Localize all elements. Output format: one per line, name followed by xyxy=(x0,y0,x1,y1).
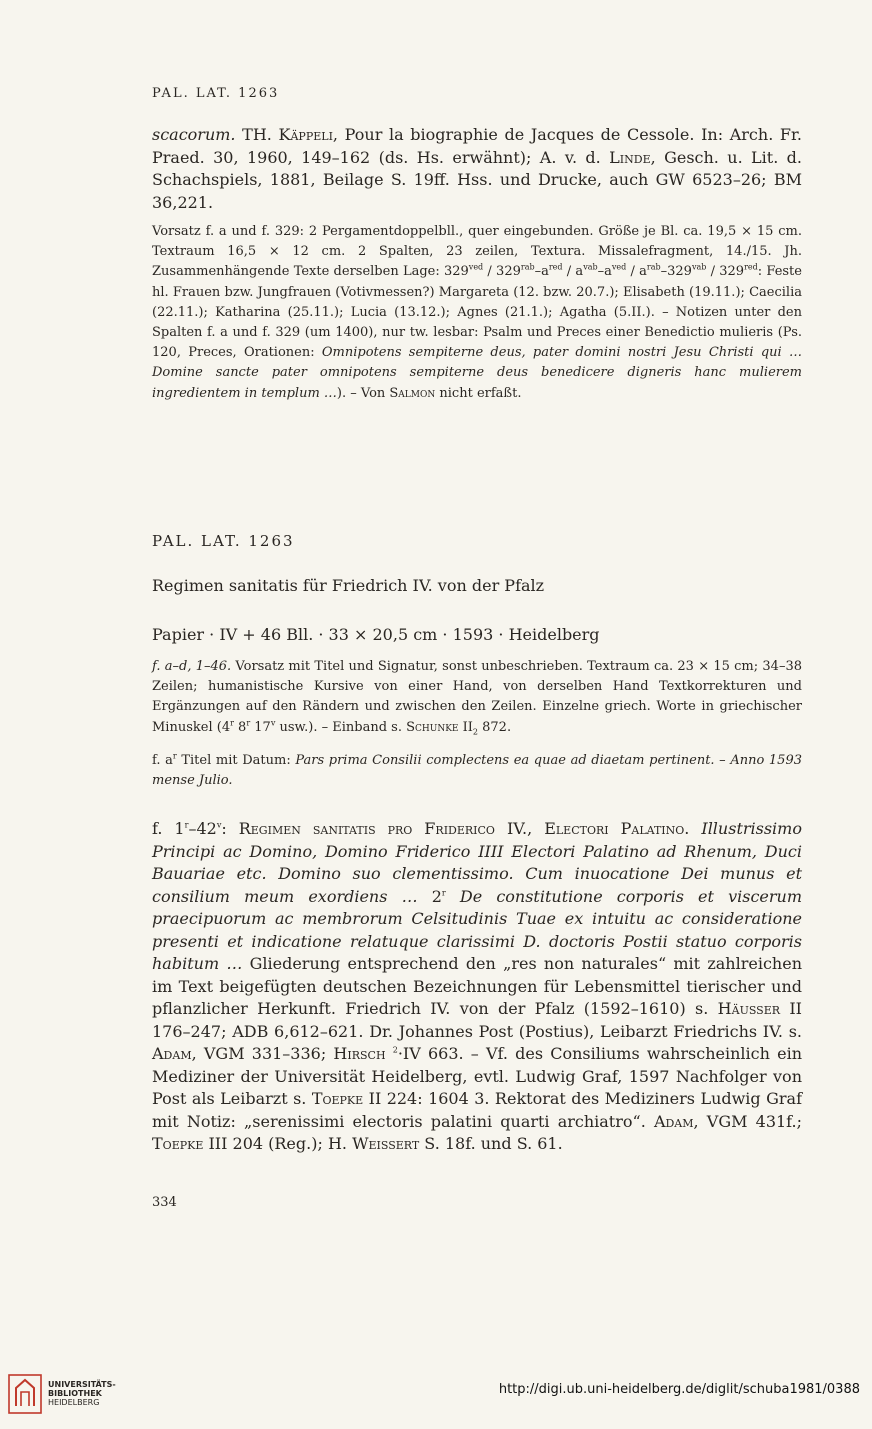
entry-collation: Papier · IV + 46 Bll. · 33 × 20,5 cm · 1593 · Heidelberg xyxy=(152,625,600,644)
entry-title-leaf-note: f. $a^r$ Titel mit Datum: Pars prima Consilii complectens ea quae ad diaetam pertinent. – Anno 1593 mense Julio. xyxy=(152,751,802,789)
entry-title: Regimen sanitatis für Friedrich IV. von der Pfalz xyxy=(152,576,545,595)
entry-shelfmark: PAL. LAT. 1263 xyxy=(152,532,295,550)
source-url-link[interactable]: http://digi.ub.uni-heidelberg.de/diglit/schuba1981/0388 xyxy=(498,1382,860,1397)
previous-entry-bibliography: scacorum. TH. Käppeli, Pour la biographie de Jacques de Cessole. In: Arch. Fr. Praed. 30, 1960, 149–162 (ds. Hs. erwähnt); A. v. d. Linde, Gesch. u. Lit. d. Schachspiels, 1881, Beilage S. 19ff. Hss. und Drucke, auch GW 6523–26; BM 36,221. xyxy=(152,125,803,212)
entry-physical-description: f. a–d, 1–46. Vorsatz mit Titel und Signatur, sonst unbeschrieben. Textraum ca. 23 × 15 cm; 34–38 Zeilen; humanistische Kursive von einer Hand, von derselben Hand Textkorrekturen und Ergänzungen auf den Rändern und zwischen den Zeilen. Einzelne griech. Worte in griechischer Minuskel (4$^r$ 8$^r$ 17$^v$ usw.). – Einband s. Schunke $II_2$ 872. xyxy=(152,659,802,737)
library-logo-icon xyxy=(8,1374,42,1414)
previous-entry-flyleaf-note: Vorsatz f. a und f. 329: 2 Pergamentdoppelbll., quer eingebunden. Größe je Bl. ca. 19,5 × 15 cm. Textraum 16,5 × 12 cm. 2 Spalten, 23 zeilen, Textura. Missalefragment, 14./15. Jh. Zusammenhängende Texte derselben Lage: $329^{ved} / 329^{rab}-a^{red} / a^{vab}-a^{ved} / a^{rab}-329^{vab} / 329^{red}$: Feste hl. Frauen bzw. Jungfrauen (Votivmessen?) Margareta (12. bzw. 20.7.); Elisabeth (19.11.); Caecilia (22.11.); Katharina (25.11.); Lucia (13.12.); Agnes (21.1.); Agatha (5.II.). – Notizen unter den Spalten f. a und f. 329 (um 1400), nur tw. lesbar: Psalm und Preces einer Benedictio mulieris (Ps. 120, Preces, Orationen: Omnipotens sempiterne deus, pater domini nostri Jesu Christi qui … Domine sancte pater omnipotens sempiterne deus benedicere digneris hanc mulierem ingredientem in templum …). – Von Salmon nicht erfaßt. xyxy=(152,224,802,401)
library-name: UNIVERSITÄTS- BIBLIOTHEK HEIDELBERG xyxy=(48,1380,116,1407)
entry-contents: f. 1$^r$–42$^v$: Regimen sanitatis pro Friderico IV., Electori Palatino. Illustrissimo Principi ac Domino, Domino Friderico IIII Electori Palatino ad Rhenum, Duci Bauariae etc. Domino suo clementissimo. Cum inuocatione Dei munus et consilium meum exordiens … 2$^r$ De constitutione corporis et viscerum praecipuorum ac membrorum Celsitudinis Tuae ex intuitu ac consideratione presenti et indicatione relatuque clarissimi D. doctoris Postii statuo corporis habitum … Gliederung entsprechend den „res non naturales“ mit zahlreichen im Text beigefügten deutschen Bezeichnungen für Lebensmittel tierischer und pflanzlicher Herkunft. Friedrich IV. von der Pfalz (1592–1610) s. Häusser II 176–247; ADB 6,612–621. Dr. Johannes Post (Postius), Leibarzt Friedrichs IV. s. Adam, VGM 331–336; Hirsch $^2$·IV 663. – Vf. des Consiliums wahrscheinlich ein Mediziner der Universität Heidelberg, evtl. Ludwig Graf, 1597 Nachfolger von Post als Leibarzt s. Toepke II 224: 1604 3. Rektorat des Mediziners Ludwig Graf mit Notiz: „serenissimi electoris palatini quarti archiatro“. Adam, VGM 431f.; Toepke III 204 (Reg.); H. Weissert S. 18f. und S. 61. xyxy=(152,819,803,1153)
running-head: PAL. LAT. 1263 xyxy=(152,86,280,101)
page-number: 334 xyxy=(152,1195,177,1210)
footer-bar xyxy=(0,1364,872,1429)
